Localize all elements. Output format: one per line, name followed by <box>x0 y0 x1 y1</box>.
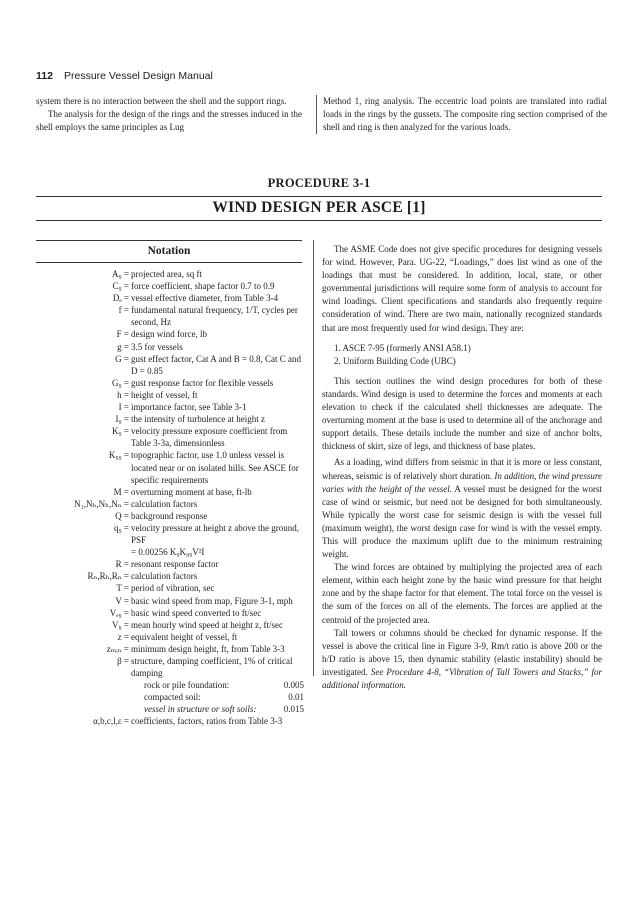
notation-definition: basic wind speed converted to ft/sec <box>131 607 262 618</box>
notation-entry <box>36 377 306 389</box>
damping-row <box>36 679 306 691</box>
procedure-label: PROCEDURE 3-1 <box>267 176 371 190</box>
damping-row <box>36 691 306 703</box>
notation-symbol: K₉ = <box>112 426 129 437</box>
notation-entry <box>36 655 306 679</box>
damping-value: 0.01 <box>288 692 304 703</box>
notation-entry <box>36 449 306 485</box>
standard-list-item-1: 1. ASCE 7-95 (formerly ANSI A58.1) <box>334 342 471 353</box>
notation-definition: = 0.00256 K₉K₉₉V²I <box>131 547 205 558</box>
notation-symbol: C₉ = <box>112 281 129 292</box>
notation-definition: calculation factors <box>131 571 198 582</box>
notation-symbol: I = <box>118 402 129 413</box>
notation-entry <box>36 280 306 292</box>
notation-symbol: q₉ = <box>114 522 129 533</box>
notation-definition: design wind force, lb <box>131 329 207 340</box>
notation-heading-rule <box>36 262 302 263</box>
notation-symbol: G₉ = <box>112 377 129 388</box>
notation-entry <box>36 413 306 425</box>
notation-symbol: V₉ = <box>112 619 129 630</box>
notation-entry <box>36 498 306 510</box>
notation-definition: equivalent height of vessel, ft <box>131 631 238 642</box>
notation-entry <box>36 570 306 582</box>
body-paragraph-3-emphasis: In addition, the wind pressure varies with the height of the vessel. <box>322 470 603 494</box>
notation-definition: background response <box>131 510 208 521</box>
title-top-rule <box>36 196 602 197</box>
notation-entry <box>36 510 306 522</box>
notation-entry <box>36 631 306 643</box>
body-paragraph-2: This section outlines the wind design procedures for both of these standards. Wind design is used to determine the forces and moments at each elevation to check if the calculated shell thicknesses are adequate. The overturning moment at the base is used to determine all of the anchorage and support details. These details include the number and size of anchor bolts, thickness of skirt, size of legs, and thickness of base plates. <box>322 375 602 452</box>
damping-value: 0.015 <box>283 704 304 715</box>
intro-right-column <box>316 95 607 134</box>
notation-definition: the intensity of turbulence at height z <box>131 414 265 425</box>
notation-symbol: M = <box>113 486 129 497</box>
notation-entry <box>36 401 306 413</box>
notation-definition: velocity pressure exposure coefficient from Table 3-3a, dimensionless <box>131 426 288 449</box>
notation-symbol: T = <box>116 583 129 594</box>
notation-symbol: Rₙ,Rₕ,Rₙ = <box>87 571 129 582</box>
notation-definition: fundamental natural frequency, 1/T, cycles per second, Hz <box>131 305 298 328</box>
column-divider <box>313 240 314 676</box>
body-text-column <box>322 243 602 692</box>
intro-left-paragraph-1: system there is no interaction between the shell and the support rings. <box>36 96 287 106</box>
notation-entry <box>36 522 306 546</box>
body-paragraph-5 <box>322 627 602 692</box>
intro-left-paragraph-2: The analysis for the design of the rings and the stresses induced in the shell employs the same principles as Lug <box>36 109 302 133</box>
notation-definition: overturning moment at base, ft-lb <box>131 486 252 497</box>
notation-entry <box>36 558 306 570</box>
notation-definition: structure, damping coefficient, 1% of critical damping <box>131 656 293 679</box>
notation-definition: calculation factors <box>131 498 198 509</box>
notation-entry <box>36 268 306 280</box>
standard-list-item-2: 2. Uniform Building Code (UBC) <box>334 355 456 366</box>
notation-definition: velocity pressure at height z above the ground, PSF <box>131 522 299 546</box>
notation-symbol <box>36 546 129 558</box>
notation-heading: Notation <box>147 245 191 257</box>
title-bottom-rule <box>36 220 602 221</box>
notation-entry <box>36 353 306 377</box>
notation-symbol: f = <box>118 305 129 316</box>
notation-list <box>36 268 306 728</box>
notation-top-rule <box>36 240 302 241</box>
notation-entry <box>36 595 306 607</box>
notation-entry <box>36 715 306 727</box>
notation-definition: basic wind speed from map, Figure 3-1, mph <box>131 595 293 606</box>
notation-symbol: I₉ = <box>115 414 129 425</box>
body-paragraph-3-lead: As a loading, wind differs from seismic in that it is more or less constant, whereas, seismic is of relatively short duration. <box>322 457 602 481</box>
notation-entry <box>36 546 306 558</box>
notation-entry <box>36 341 306 353</box>
notation-entry <box>36 292 306 304</box>
notation-definition: vessel effective diameter, from Table 3-4 <box>131 293 279 304</box>
running-header-title: Pressure Vessel Design Manual <box>64 70 213 82</box>
body-paragraph-4: The wind forces are obtained by multiplying the projected area of each element, within each height zone by the basic wind pressure for that height zone and by the shape factor for that element. The total force on the vessel is the sum of the forces on all of the elements. The forces are applied at the centroid of the projected area. <box>322 562 602 625</box>
notation-entry <box>36 607 306 619</box>
notation-entry <box>36 486 306 498</box>
notation-entry <box>36 582 306 594</box>
notation-definition: topographic factor, use 1.0 unless vessel is located near or on isolated hills. See ASCE for specific requirements <box>131 450 299 485</box>
notation-symbol: β = <box>117 656 129 666</box>
notation-symbol: N₁,Nₕ,Nₕ,Nₙ = <box>74 498 129 509</box>
notation-symbol: Dₑ = <box>112 293 129 304</box>
notation-symbol: Q = <box>115 510 129 521</box>
intro-left-column <box>36 95 302 134</box>
notation-symbol: A₉ = <box>112 269 129 279</box>
body-paragraph-1: The ASME Code does not give specific procedures for designing vessels for wind. However, Para. UG-22, “Loadings,” does list wind as one of the loadings that must be considered. In addition, local, state, or other governmental jurisdictions will require some form of analysis to account for wind loadings. Client specifications and standards also frequently require consideration of wind. There are two main, nationally recognized standards that are most frequently used for wind design. They are: <box>322 244 602 333</box>
notation-symbol: α,b,c,l,ε = <box>93 716 129 727</box>
notation-definition: minimum design height, ft, from Table 3-3 <box>131 643 285 654</box>
notation-definition: projected area, sq ft <box>131 269 202 279</box>
notation-definition: period of vibration, sec <box>131 583 215 594</box>
notation-symbol: K₉₉ = <box>108 450 129 461</box>
notation-entry <box>36 304 306 328</box>
notation-entry <box>36 328 306 340</box>
notation-definition: force coefficient, shape factor 0.7 to 0.9 <box>131 281 275 292</box>
notation-symbol: g = <box>117 341 129 352</box>
notation-definition: gust response factor for flexible vessels <box>131 377 274 388</box>
notation-symbol: R = <box>115 559 129 570</box>
body-paragraph-5-lead: Tall towers or columns should be checked for dynamic response. If the vessel is above the critical line in Figure 3-9, Rm/t ratio is above 200 or the h/D ratio is above 15, then dynamic stability (elastic instability) should be investigated. <box>322 627 602 677</box>
notation-entry <box>36 643 306 655</box>
notation-symbol: Vₑ₉ = <box>109 607 129 618</box>
body-paragraph-5-emphasis: See Procedure 4-8, “Vibration of Tall Towers and Stacks,” for additional information. <box>322 666 602 690</box>
notation-symbol: z = <box>117 631 129 642</box>
notation-symbol: h = <box>117 389 129 400</box>
notation-definition: coefficients, factors, ratios from Table 3-3 <box>131 716 283 727</box>
damping-label: vessel in structure or soft soils: <box>144 704 257 715</box>
notation-entry <box>36 619 306 631</box>
body-paragraph-3 <box>322 456 602 561</box>
damping-label: compacted soil: <box>144 692 201 703</box>
notation-definition: 3.5 for vessels <box>131 341 183 352</box>
notation-entry <box>36 425 306 449</box>
notation-definition: height of vessel, ft <box>131 389 198 400</box>
notation-definition: resonant response factor <box>131 559 219 570</box>
body-paragraph-3-rest: A vessel must be designed for the worst case of wind or seismic, but need not be designed for both simultaneously. While typically the worst case for seismic design is with the vessel full (maximum weight), the worst design case for wind is with the vessel empty. This will produce the maximum uplift due to the minimum restraining weight. <box>322 483 602 560</box>
notation-definition: importance factor, see Table 3-1 <box>131 402 247 413</box>
page-number: 112 <box>36 70 53 82</box>
procedure-title: WIND DESIGN PER ASCE [1] <box>212 199 426 216</box>
damping-value: 0.005 <box>283 680 304 691</box>
notation-entry <box>36 389 306 401</box>
notation-definition: mean hourly wind speed at height z, ft/sec <box>131 619 283 630</box>
notation-definition: gust effect factor, Cat A and B = 0.8, Cat C and D = 0.85 <box>131 353 302 376</box>
notation-symbol: V = <box>115 595 129 606</box>
intro-right-paragraph: Method 1, ring analysis. The eccentric load points are translated into radial loads in the rings by the gussets. The composite ring section comprised of the shell and ring is then analyzed for the various loads. <box>323 96 607 133</box>
notation-symbol: G = <box>115 353 129 364</box>
notation-symbol: zₘᵢₙ = <box>106 643 129 654</box>
damping-label: rock or pile foundation: <box>144 680 230 691</box>
damping-row <box>36 703 306 715</box>
notation-symbol: F = <box>116 329 129 340</box>
